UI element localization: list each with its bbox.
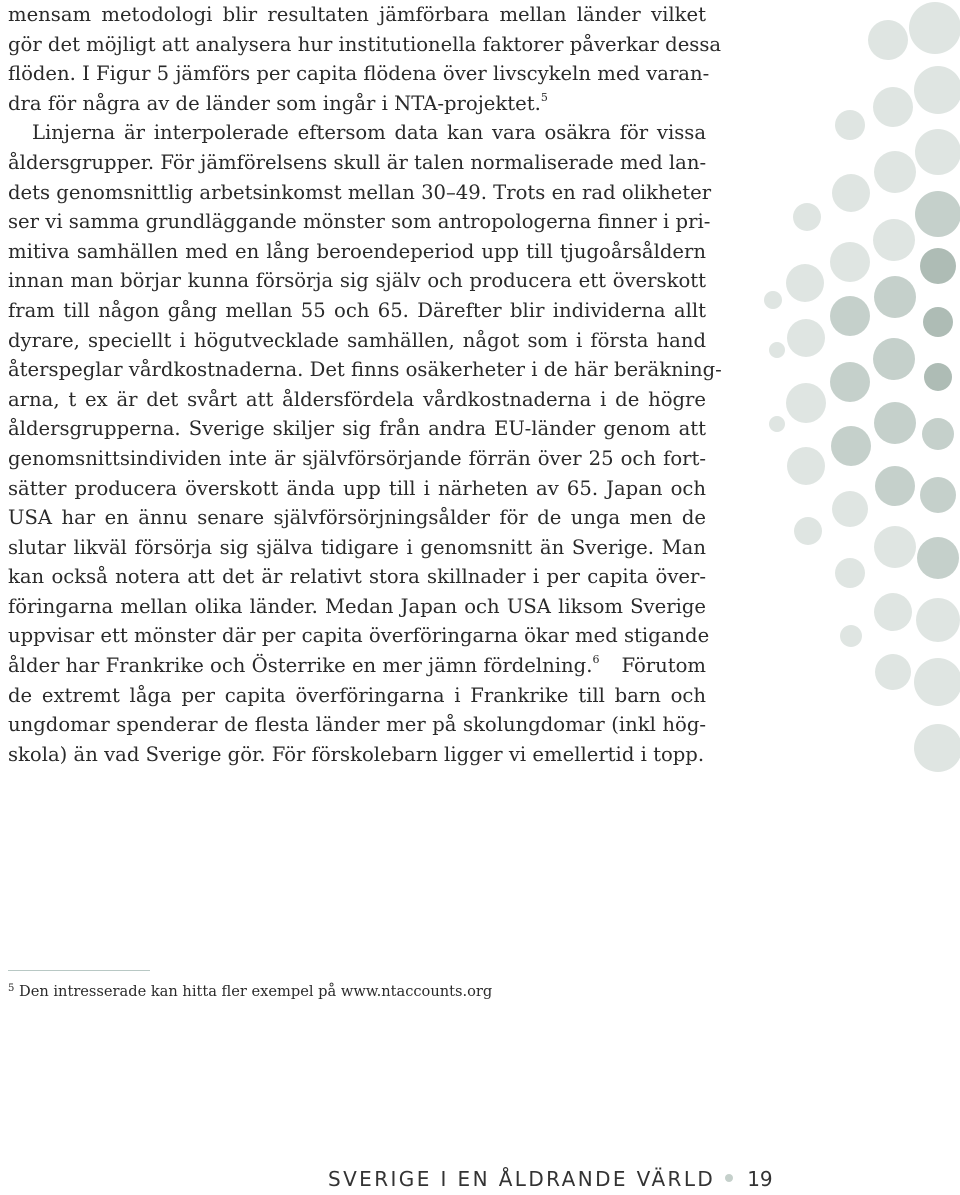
body-line: Linjerna är interpolerade eftersom data kan vara osäkra för vissa — [32, 121, 706, 145]
decorative-dot — [909, 2, 960, 54]
decorative-dot — [917, 537, 959, 579]
decorative-dot — [830, 242, 870, 282]
decorative-dot — [873, 219, 915, 261]
body-line: återspeglar vårdkostnaderna. Det finns osäkerheter i de här beräkning- — [8, 358, 722, 382]
body-line: mitiva samhällen med en lång beroendeperiod upp till tjugoårsåldern — [8, 239, 706, 263]
body-line: åldersgrupperna. Sverige skiljer sig från andra EU-länder genom att — [8, 417, 706, 441]
running-footer — [328, 1167, 773, 1195]
decorative-dot — [840, 625, 862, 647]
body-line: dets genomsnittlig arbetsinkomst mellan 30–49. Trots en rad olikheter — [8, 180, 712, 204]
decorative-dot — [924, 363, 952, 391]
body-line: ser vi samma grundläggande mönster som antropologerna finner i pri- — [8, 210, 711, 234]
body-line: flöden. I Figur 5 jämförs per capita flödena över livscykeln med varan- — [8, 62, 710, 86]
decorative-dot — [764, 291, 782, 309]
decorative-dot — [830, 296, 870, 336]
decorative-dot — [923, 307, 953, 337]
decorative-dot — [793, 203, 821, 231]
decorative-dot — [873, 87, 913, 127]
decorative-dot — [915, 129, 960, 175]
body-text — [8, 0, 722, 769]
body-line: uppvisar ett mönster där per capita överföringarna ökar med stigande — [8, 624, 710, 648]
body-line: USA har en ännu senare självförsörjningsålder för de unga men de — [8, 506, 706, 530]
body-line: dyrare, speciellt i högutvecklade samhällen, något som i första hand — [8, 328, 706, 352]
footnote-divider — [8, 970, 150, 971]
decorative-dot — [769, 416, 785, 432]
body-line: dra för några av de länder som ingår i NTA-projektet.$^5$ — [8, 90, 548, 115]
body-line: mensam metodologi blir resultaten jämförbara mellan länder vilket — [8, 3, 706, 26]
decorative-dot — [835, 558, 865, 588]
body-line: de extremt låga per capita överföringarna i Frankrike till barn och — [8, 683, 706, 707]
decorative-dot — [868, 20, 908, 60]
decorative-dot — [786, 383, 826, 423]
decorative-dot — [874, 151, 916, 193]
decorative-dot — [832, 174, 870, 212]
decorative-dot — [787, 319, 825, 357]
decorative-dot — [786, 264, 824, 302]
decorative-dot — [873, 338, 915, 380]
body-line: kan också notera att det är relativt stora skillnader i per capita över- — [8, 565, 706, 589]
footnote-ref-5[interactable]: 5 — [540, 90, 548, 104]
decorative-dot — [915, 191, 960, 237]
decorative-dot — [769, 342, 785, 358]
decorative-dot — [832, 491, 868, 527]
body-line: genomsnittsindividen inte är självförsörjande förrän över 25 och fort- — [8, 446, 706, 470]
decorative-dot — [874, 593, 912, 631]
decorative-dot — [794, 517, 822, 545]
body-line: innan man börjar kunna försörja sig själv och producera ett överskott — [8, 269, 706, 293]
body-line: gör det möjligt att analysera hur institutionella faktorer påverkar dessa — [8, 32, 722, 56]
decorative-dot — [787, 447, 825, 485]
decorative-dot — [875, 654, 911, 690]
decorative-dot — [914, 658, 960, 706]
decorative-dot — [835, 110, 865, 140]
footnote-text: Den intresserade kan hitta fler exempel på www.ntaccounts.org — [19, 983, 493, 1000]
body-line: ålder har Frankrike och Österrike en mer jämn fördelning.$^6$ Förutom — [8, 653, 706, 678]
decorative-dot — [831, 426, 871, 466]
decorative-dot — [830, 362, 870, 402]
decorative-dot — [875, 466, 915, 506]
decorative-dot — [916, 598, 960, 642]
decorative-dot — [922, 418, 954, 450]
body-line: föringarna mellan olika länder. Medan Japan och USA liksom Sverige — [8, 594, 706, 618]
body-line: sätter producera överskott ända upp till i närheten av 65. Japan och — [8, 476, 706, 500]
decorative-dot — [874, 276, 916, 318]
footnote-ref-6[interactable]: 6 — [592, 653, 600, 667]
decorative-dot — [874, 402, 916, 444]
decorative-dot — [914, 724, 960, 772]
decorative-dot — [920, 248, 956, 284]
body-line: arna, t ex är det svårt att åldersfördela vårdkostnaderna i de högre — [8, 387, 706, 411]
body-line: ungdomar spenderar de flesta länder mer på skolungdomar (inkl hög- — [8, 713, 706, 737]
body-line: åldersgrupper. För jämförelsens skull är talen normaliserade med lan- — [8, 150, 707, 174]
footnote — [8, 982, 708, 1002]
decorative-dot — [874, 526, 916, 568]
decorative-dot — [914, 66, 960, 114]
body-line: slutar likväl försörja sig själva tidigare i genomsnitt än Sverige. Man — [8, 535, 706, 559]
page-number: 19 — [747, 1167, 773, 1191]
body-line: fram till någon gång mellan 55 och 65. Därefter blir individerna allt — [8, 298, 706, 322]
decorative-dot — [920, 477, 956, 513]
footnote-number: 5 — [8, 983, 15, 994]
running-title: SVERIGE I EN ÅLDRANDE VÄRLD — [328, 1167, 716, 1191]
body-line: skola) än vad Sverige gör. För förskolebarn ligger vi emellertid i topp. — [8, 742, 705, 766]
footer-separator-dot — [725, 1174, 733, 1182]
